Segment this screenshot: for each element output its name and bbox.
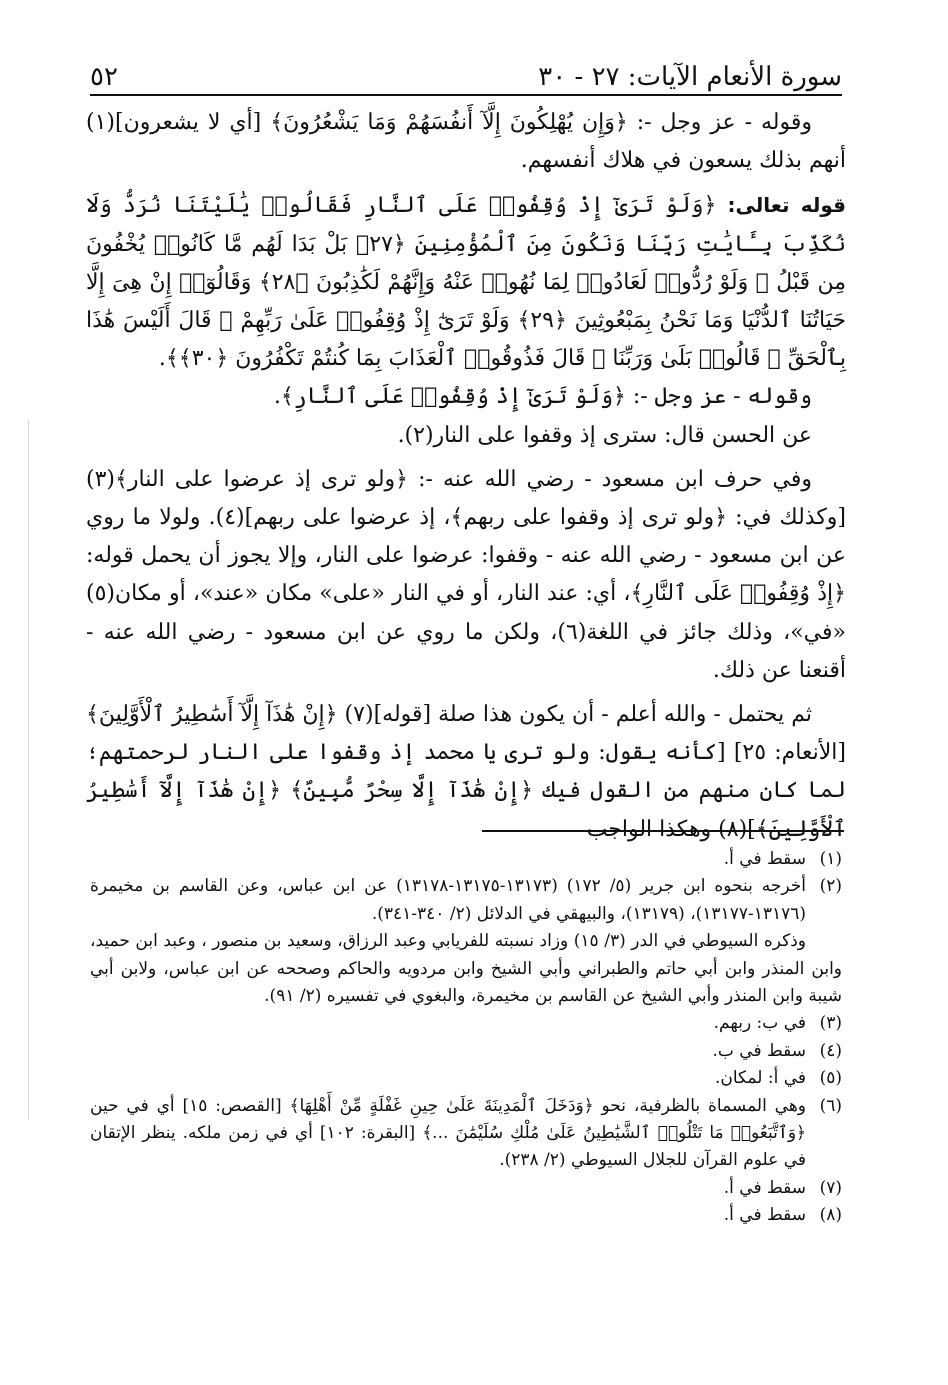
footnote-item: [90, 1010, 842, 1037]
footnotes: [90, 846, 842, 1230]
paragraph-5: وفي حرف ابن مسعود - رضي الله عنه -: ﴿ولو ترى إذ عرضوا على النار﴾(٣) [وكذلك في: ﴿ولو ترى إذ وقفوا على ربهم﴾، إذ عرضوا على ربهم](٤). ولولا ما روي عن ابن مسعود - رضي الله عنه - وقفوا: عرضوا على النار، وإلا يجوز أن يحمل قوله: ﴿إِذْ وُقِفُوا۟ عَلَى ٱلنَّارِ﴾، أي: عند النار، أو في النار «على» مكان «عند»، أو مكان(٥) «في»، وذلك جائز في اللغة(٦)، ولكن ما روي عن ابن مسعود - رضي الله عنه - أقنعنا عن ذلك.: [86, 466, 847, 683]
paragraph-6: ثم يحتمل - والله أعلم - أن يكون هذا صلة [قوله](٧) ﴿إِنْ هَٰذَآ إِلَّآ أَسَٰطِيرُ ٱلْأَوَّلِينَ﴾ [الأنعام: ٢٥] [كأنه يقول: ولو ترى يا محمد إذ وقفوا على النار لرحمتهم؛ لما كان منهم من القول فيك ﴿إِنْ هَٰذَآ إِلَّا سِحْرٌ مُّبِينٌ﴾ ﴿إِنْ هَٰذَآ إِلَّآ أَسَٰطِيرُ ٱلْأَوَّلِينَ﴾](٨) وهكذا الواجب: [86, 702, 846, 842]
page-number: ٥٢: [90, 62, 118, 92]
footnote-item: [90, 1038, 842, 1065]
paragraph-2: [86, 186, 846, 378]
footnote-item: [90, 1202, 842, 1229]
footnote-text: وهي المسماة بالظرفية، نحو ﴿وَدَخَلَ ٱلْمَدِينَةَ عَلَىٰ حِينِ غَفْلَةٍ مِّنْ أَهْلِهَا﴾ [القصص: ١٥] أي في حين ﴿وَٱتَّبَعُوا۟ مَا تَتْلُوا۟ ٱلشَّيَٰطِينُ عَلَىٰ مُلْكِ سُلَيْمَٰنَ ...﴾ [البقرة: ١٠٢] أي في زمن ملكه. ينظر الإتقان في علوم القرآن للجلال السيوطي (٢/ ٢٣٨).: [90, 1095, 806, 1171]
main-text: [86, 104, 846, 849]
paragraph-1: وقوله - عز وجل -: ﴿وَإِن يُهْلِكُونَ إِلَّآ أَنفُسَهُمْ وَمَا يَشْعُرُونَ﴾ [أي لا يشعرون](١) أنهم بذلك يسعون في هلاك أنفسهم.: [86, 110, 846, 174]
page-header: [90, 52, 842, 92]
footnote-continuation: وذكره السيوطي في الدر (٣/ ١٥) وزاد نسبته للفريابي وعبد الرزاق، وسعيد بن منصور ، وعبد ابن حميد، وابن المنذر وابن أبي حاتم والطبراني وأبي الشيخ وابن مردويه والحاكم وصححه عن ابن عباس، ولابن أبي شيبة وابن المنذر وأبي الشيخ عن القاسم بن مخيمرة، والبغوي في تفسيره (٢/ ٩١).: [90, 931, 842, 1007]
footnote-item: [90, 846, 842, 873]
paragraph-4: عن الحسن قال: سترى إذ وقفوا على النار(٢).: [397, 422, 812, 448]
footnote-number: (٥): [819, 1068, 842, 1089]
footnote-item: [90, 1065, 842, 1092]
verse-text: ﴿وَلَوْ تَرَىٰٓ إِذْ وُقِفُوا۟ عَلَى ٱلنَّارِ فَقَالُوا۟ يَٰلَيْتَنَا نُرَدُّ وَلَا نُكَذِّبَ بِـَٔايَٰتِ رَبِّنَا وَنَكُونَ مِنَ ٱلْمُؤْمِنِينَ ﴿٢٧﴾ بَلْ بَدَا لَهُم مَّا كَانُوا۟ يُخْفُونَ مِن قَبْلُ ۖ وَلَوْ رُدُّوا۟ لَعَادُوا۟ لِمَا نُهُوا۟ عَنْهُ وَإِنَّهُمْ لَكَٰذِبُونَ ﴿٢٨﴾ وَقَالُوٓا۟ إِنْ هِىَ إِلَّا حَيَاتُنَا ٱلدُّنْيَا وَمَا نَحْنُ بِمَبْعُوثِينَ ﴿٢٩﴾ وَلَوْ تَرَىٰٓ إِذْ وُقِفُوا۟ عَلَىٰ رَبِّهِمْ ۚ قَالَ أَلَيْسَ هَٰذَا بِٱلْحَقِّ ۚ قَالُوا۟ بَلَىٰ وَرَبِّنَا ۚ قَالَ فَذُوقُوا۟ ٱلْعَذَابَ بِمَا كُنتُمْ تَكْفُرُونَ ﴿٣٠﴾﴾.: [86, 193, 846, 372]
verse-lead: قوله تعالى:: [727, 193, 846, 218]
scan-margin-line: [28, 420, 29, 1120]
footnote-number: (٧): [819, 1177, 842, 1198]
footnote-number: (٨): [819, 1205, 842, 1226]
footnote-text: سقط في ب.: [712, 1040, 806, 1061]
footnote-number: (٢): [819, 876, 842, 897]
footnote-text: سقط في أ.: [723, 849, 806, 869]
footnote-number: (١): [819, 849, 842, 869]
footnote-number: (٤): [819, 1040, 842, 1061]
footnote-number: (٦): [819, 1095, 842, 1116]
footnote-text: في ب: ربهم.: [713, 1013, 806, 1034]
footnote-text: أخرجه بنحوه ابن جرير (٥/ ١٧٢) (١٣١٧٣-١٣١٧٥-١٣١٧٨) عن ابن عباس، وعن القاسم بن مخيمرة (١٣١٧٦-١٣١٧٧)، (١٣١٧٩)، والبيهقي في الدلائل (٢/ ٣٤٠-٣٤١).: [90, 876, 806, 924]
paragraph-3: وقوله - عز وجل -: ﴿وَلَوْ تَرَىٰٓ إِذْ وُقِفُوا۟ عَلَى ٱلنَّارِ﴾.: [273, 384, 812, 410]
page-title: سورة الأنعام الآيات: ٢٧ - ٣٠: [538, 62, 842, 92]
footnote-item: [90, 1093, 842, 1175]
footnote-text: سقط في أ.: [723, 1205, 806, 1226]
footnote-item: [90, 1175, 842, 1202]
header-rule: [90, 94, 842, 96]
footnote-number: (٣): [819, 1013, 842, 1034]
footnote-rule: [482, 830, 844, 832]
footnote-text: سقط في أ.: [723, 1177, 806, 1198]
footnote-item: [90, 873, 842, 928]
footnote-text: في أ: لمكان.: [714, 1068, 806, 1089]
